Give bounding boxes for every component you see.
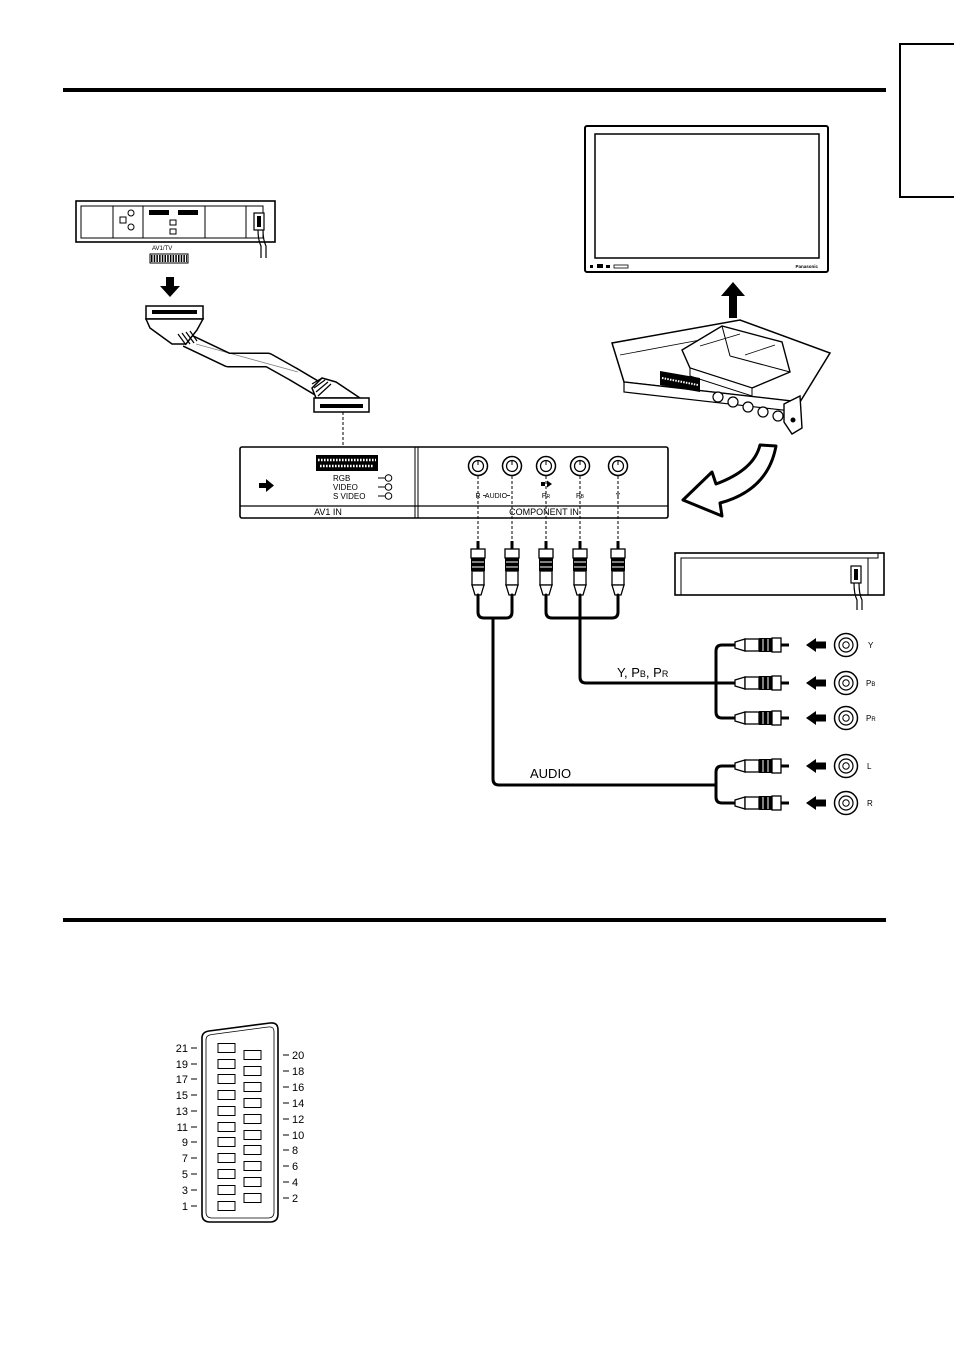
scart-pin-diagram bbox=[202, 1023, 278, 1222]
left-arrow-icon bbox=[806, 759, 826, 773]
scart-pin bbox=[244, 1115, 261, 1124]
rca-plug-pb bbox=[573, 541, 587, 595]
jack-label-pr: PR bbox=[541, 493, 551, 500]
scart-pin bbox=[218, 1123, 235, 1132]
rca-plug-audio-r bbox=[471, 541, 485, 595]
scart-pin bbox=[218, 1107, 235, 1116]
pin-number-label: 12 bbox=[292, 1114, 305, 1126]
pin-number-label: 7 bbox=[181, 1153, 188, 1165]
side-index-tab bbox=[900, 44, 954, 197]
scart-pin bbox=[244, 1194, 261, 1203]
left-arrow-icon bbox=[806, 676, 826, 690]
av1-input-rgb: RGB bbox=[333, 474, 351, 483]
jack-label-audio-r: R bbox=[475, 493, 481, 500]
pin-number-label: 3 bbox=[181, 1185, 188, 1197]
left-arrow-icon bbox=[806, 638, 826, 652]
scart-pin bbox=[244, 1083, 261, 1092]
pin-number-label: 1 bbox=[181, 1201, 188, 1213]
pin-number-label: 4 bbox=[292, 1177, 299, 1189]
source-jack-pr bbox=[835, 707, 858, 730]
av1-input-video: VIDEO bbox=[333, 483, 358, 492]
pin-number-label: 20 bbox=[292, 1050, 305, 1062]
pin-number-label: 19 bbox=[175, 1059, 188, 1071]
pin-number-label: 18 bbox=[292, 1066, 305, 1078]
source-jack-l bbox=[835, 755, 858, 778]
pin-number-label: 14 bbox=[292, 1098, 305, 1110]
audio-cable bbox=[478, 595, 735, 803]
source-jack-label: R bbox=[867, 799, 873, 808]
rca-plug-source-y bbox=[735, 638, 789, 652]
pin-number-label: 11 bbox=[176, 1122, 188, 1134]
panel-jack-pb bbox=[571, 457, 590, 476]
scart-pin bbox=[218, 1202, 235, 1211]
scart-pin bbox=[244, 1162, 261, 1171]
scart-pin bbox=[218, 1075, 235, 1084]
scart-pin bbox=[218, 1138, 235, 1147]
rca-plug-pr bbox=[539, 541, 553, 595]
rca-plug-source-pr bbox=[735, 711, 789, 725]
left-arrow-icon bbox=[806, 796, 826, 810]
pin-number-label: 5 bbox=[181, 1169, 188, 1181]
source-jack-label: PR bbox=[866, 714, 876, 723]
scart-pin bbox=[218, 1044, 235, 1053]
panel-jack-audio-r bbox=[469, 457, 488, 476]
av1-scart-socket bbox=[316, 455, 378, 471]
av1-in-label: AV1 IN bbox=[314, 507, 342, 517]
scart-pin bbox=[218, 1091, 235, 1100]
scart-pin bbox=[218, 1154, 235, 1163]
source-jack-y bbox=[835, 634, 858, 657]
pin-number-label: 13 bbox=[175, 1106, 188, 1118]
scart-pin bbox=[244, 1099, 261, 1108]
scart-pin bbox=[218, 1060, 235, 1069]
pin-number-label: 6 bbox=[292, 1161, 299, 1173]
scart-pin bbox=[244, 1051, 261, 1060]
jack-label-audio: AUDIO bbox=[484, 493, 508, 500]
jack-label-pb: PB bbox=[575, 493, 585, 500]
vcr-device-scart bbox=[76, 201, 275, 258]
monitor-brand-logo: Panasonic bbox=[795, 264, 818, 269]
pin-number-label: 15 bbox=[175, 1090, 188, 1102]
audio-cable-label: AUDIO bbox=[530, 766, 572, 781]
source-jack-label: PB bbox=[866, 679, 876, 688]
panel-jack-audio-l bbox=[503, 457, 522, 476]
pin-number-label: 21 bbox=[175, 1043, 188, 1055]
source-jack-label: L bbox=[867, 762, 872, 771]
scart-pin bbox=[218, 1170, 235, 1179]
source-jack-pb bbox=[835, 672, 858, 695]
source-jack-label: Y bbox=[868, 641, 874, 650]
section-rule-top bbox=[63, 88, 886, 92]
scart-pin bbox=[218, 1186, 235, 1195]
down-arrow-icon bbox=[160, 277, 180, 297]
scart-pin bbox=[244, 1067, 261, 1076]
jack-label-y: Y bbox=[615, 493, 621, 500]
pin-number-label: 2 bbox=[292, 1193, 299, 1205]
scart-cable bbox=[186, 340, 320, 390]
rca-plug-y bbox=[611, 541, 625, 595]
pin-number-label: 17 bbox=[175, 1074, 188, 1086]
plasma-monitor bbox=[585, 126, 828, 272]
up-arrow-icon bbox=[721, 282, 745, 318]
av1-input-s-video: S VIDEO bbox=[333, 492, 366, 501]
rca-plug-source-pb bbox=[735, 676, 789, 690]
component-cable-label: Y, PB, PR bbox=[617, 665, 669, 680]
scart-pin bbox=[244, 1178, 261, 1187]
pin-number-label: 16 bbox=[292, 1082, 305, 1094]
terminal-panel bbox=[240, 447, 668, 518]
source-jack-r bbox=[835, 792, 858, 815]
vcr-scart-socket-icon bbox=[150, 254, 188, 263]
component-cable bbox=[546, 595, 735, 718]
rca-plug-audio-l bbox=[505, 541, 519, 595]
component-in-label: COMPONENT IN bbox=[509, 507, 579, 517]
curved-insert-arrow-icon bbox=[683, 445, 776, 516]
component-source-device bbox=[675, 553, 884, 610]
panel-jack-pr bbox=[537, 457, 556, 476]
pin-number-label: 9 bbox=[181, 1137, 188, 1149]
vcr-scart-label: AV1/TV bbox=[152, 246, 173, 252]
left-arrow-icon bbox=[806, 711, 826, 725]
panel-jack-y bbox=[609, 457, 628, 476]
rca-plug-source-r bbox=[735, 796, 789, 810]
rca-plug-source-l bbox=[735, 759, 789, 773]
scart-pin bbox=[244, 1131, 261, 1140]
terminal-board bbox=[612, 320, 830, 434]
section-rule-bottom bbox=[63, 918, 886, 922]
scart-plug-lower bbox=[312, 378, 369, 412]
pin-number-label: 10 bbox=[292, 1130, 305, 1142]
scart-pin bbox=[244, 1146, 261, 1155]
pin-number-label: 8 bbox=[292, 1145, 299, 1157]
scart-pins-odd bbox=[218, 1044, 235, 1211]
